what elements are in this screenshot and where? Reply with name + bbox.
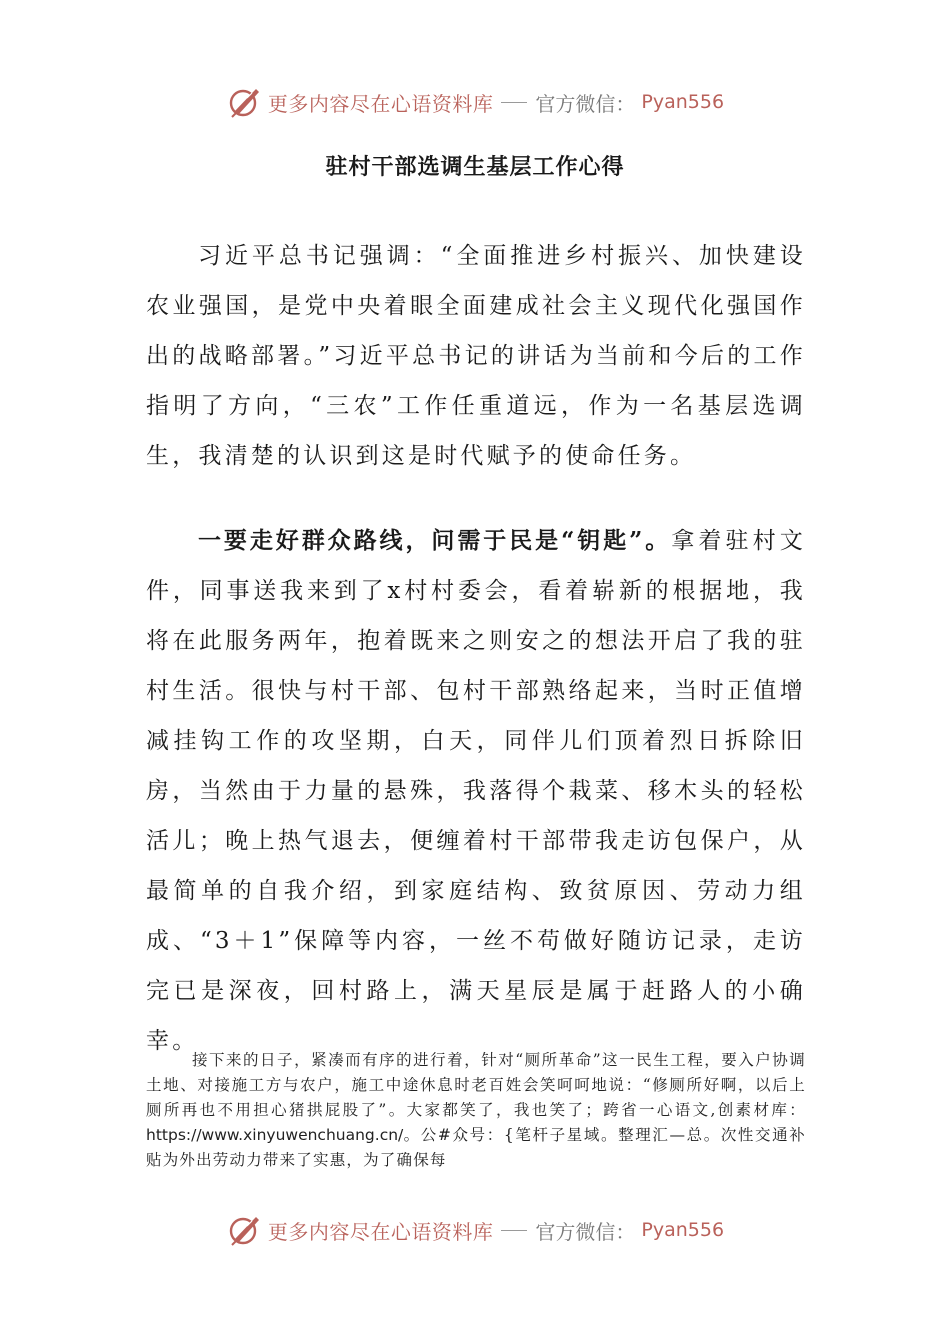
banner-wechat-id: Pyan556 xyxy=(641,91,725,113)
paragraph-following-days xyxy=(146,1048,806,1173)
header-banner xyxy=(0,80,950,124)
banner-slogan: 更多内容尽在心语资料库 xyxy=(267,91,494,116)
paragraph-heading: 一要走好群众路线，问需于民是“钥匙”。 xyxy=(198,527,672,554)
banner-divider xyxy=(501,102,527,103)
paragraph-body: 拿着驻村文件，同事送我来到了x村村委会，看着崭新的根据地，我将在此服务两年，抱着既来之则安之的想法开启了我的驻村生活。很快与村干部、包村干部熟络起来，当时正值增减挂钩工作的攻坚期，白天，同伴儿们顶着烈日拆除旧房，当然由于力量的悬殊，我落得个栽菜、移木头的轻松活儿；晚上热气退去，便缠着村干部带我走访包保户，从最简单的自我介绍，到家庭结构、致贫原因、劳动力组成、“3＋1”保障等内容，一丝不苟做好随访记录，走访完已是深夜，回村路上，满天星辰是属于赶路人的小确幸。 xyxy=(146,528,806,1054)
paragraph-mass-line xyxy=(146,516,806,1066)
banner-slogan: 更多内容尽在心语资料库 xyxy=(267,1219,494,1244)
banner-wechat-id: Pyan556 xyxy=(641,1219,725,1241)
banner-divider xyxy=(501,1230,527,1231)
banner-wechat-label: 官方微信： xyxy=(535,1219,636,1244)
footer-banner xyxy=(0,1208,950,1252)
paragraph-intro: 习近平总书记强调：“全面推进乡村振兴、加快建设农业强国，是党中央着眼全面建成社会主义现代化强国作出的战略部署。”习近平总书记的讲话为当前和今后的工作指明了方向，“三农”工作任重道远，作为一名基层选调生，我清楚的认识到这是时代赋予的使命任务。 xyxy=(146,243,806,469)
paragraph-text-after-link: 。公#众号：{笔杆子星域。整理汇—总。次性交通补贴为外出劳动力带来了实惠，为了确保每 xyxy=(146,1126,806,1169)
paragraph-text-before-link: 接下来的日子，紧凑而有序的进行着，针对“厕所革命”这一民生工程，要入户协调土地、对接施工方与农户，施工中途休息时老百姓会笑呵呵地说：“修厕所好啊，以后上厕所再也不用担心猪拱屁股了”。大家都笑了，我也笑了；跨省一心语文,创素材库： xyxy=(146,1051,806,1119)
website-link[interactable]: https://www.xinyuwenchuang.cn/ xyxy=(146,1126,404,1144)
quill-pen-logo-icon xyxy=(226,1212,262,1248)
document-title: 驻村干部选调生基层工作心得 xyxy=(325,154,625,180)
banner-wechat-label: 官方微信： xyxy=(535,91,636,116)
quill-pen-logo-icon xyxy=(226,84,262,120)
